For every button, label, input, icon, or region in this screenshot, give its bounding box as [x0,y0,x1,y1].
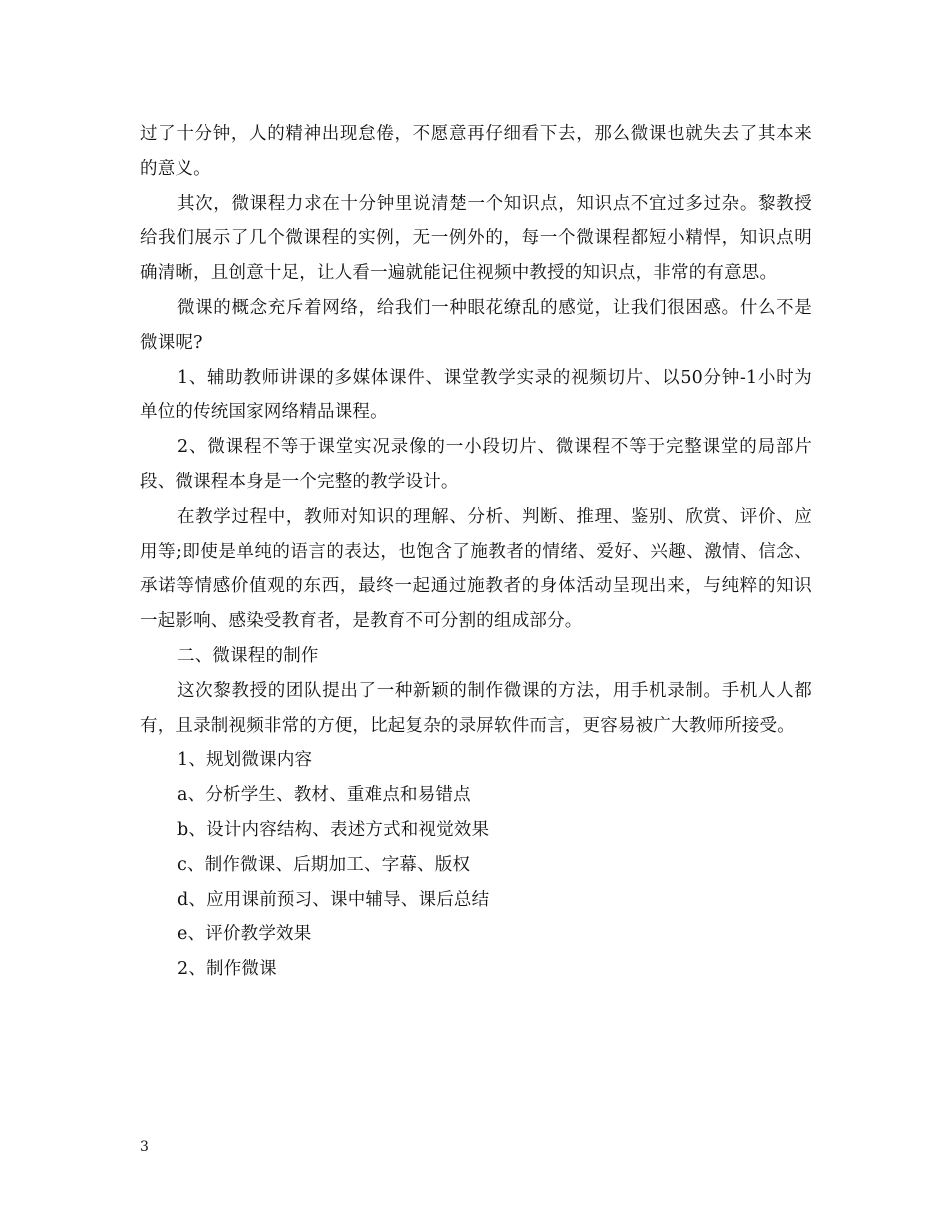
list-item-1: 1、辅助教师讲课的多媒体课件、课堂教学实录的视频切片、以50分钟-1小时为单位的传统国家网络精品课程。 [140,367,812,423]
subheading-make-microcourse: 2、制作微课 [177,959,277,980]
list-item-c: c、制作微课、后期加工、字幕、版权 [177,854,471,875]
section-heading-production: 二、微课程的制作 [177,645,319,666]
list-item-e: e、评价教学效果 [177,924,312,945]
document-body [140,117,812,987]
paragraph-continuation: 过了十分钟，人的精神出现怠倦，不愿意再仔细看下去，那么微课也就失去了其本来的意义。 [140,124,812,179]
subheading-plan-content: 1、规划微课内容 [177,750,313,771]
list-item-2: 2、微课程不等于课堂实况录像的一小段切片、微课程不等于完整课堂的局部片段、微课程本身是一个完整的教学设计。 [140,437,812,492]
paragraph-teaching-process: 在教学过程中，教师对知识的理解、分析、判断、推理、鉴别、欣赏、评价、应用等;即使是单纯的语言的表达，也饱含了施教者的情绪、爱好、兴趣、激情、信念、承诺等情感价值观的东西，最终一起通过施教者的身体活动呈现出来，与纯粹的知识一起影响、感染受教育者，是教育不可分割的组成部分。 [140,506,812,632]
page-number: 3 [140,1139,149,1155]
list-item-d: d、应用课前预习、课中辅导、课后总结 [177,889,490,910]
paragraph-knowledge-point: 其次，微课程力求在十分钟里说清楚一个知识点，知识点不宜过多过杂。黎教授给我们展示了几个微课程的实例，无一例外的，每一个微课程都短小精悍，知识点明确清晰，且创意十足，让人看一遍就能记住视频中教授的知识点，非常的有意思。 [140,193,812,284]
paragraph-phone-recording: 这次黎教授的团队提出了一种新颖的制作微课的方法，用手机录制。手机人人都有，且录制视频非常的方便，比起复杂的录屏软件而言，更容易被广大教师所接受。 [140,680,812,736]
list-item-a: a、分析学生、教材、重难点和易错点 [177,785,471,806]
paragraph-what-is-not-microcourse: 微课的概念充斥着网络，给我们一种眼花缭乱的感觉，让我们很困惑。什么不是微课呢? [140,297,812,353]
list-item-b: b、设计内容结构、表述方式和视觉效果 [177,819,490,840]
